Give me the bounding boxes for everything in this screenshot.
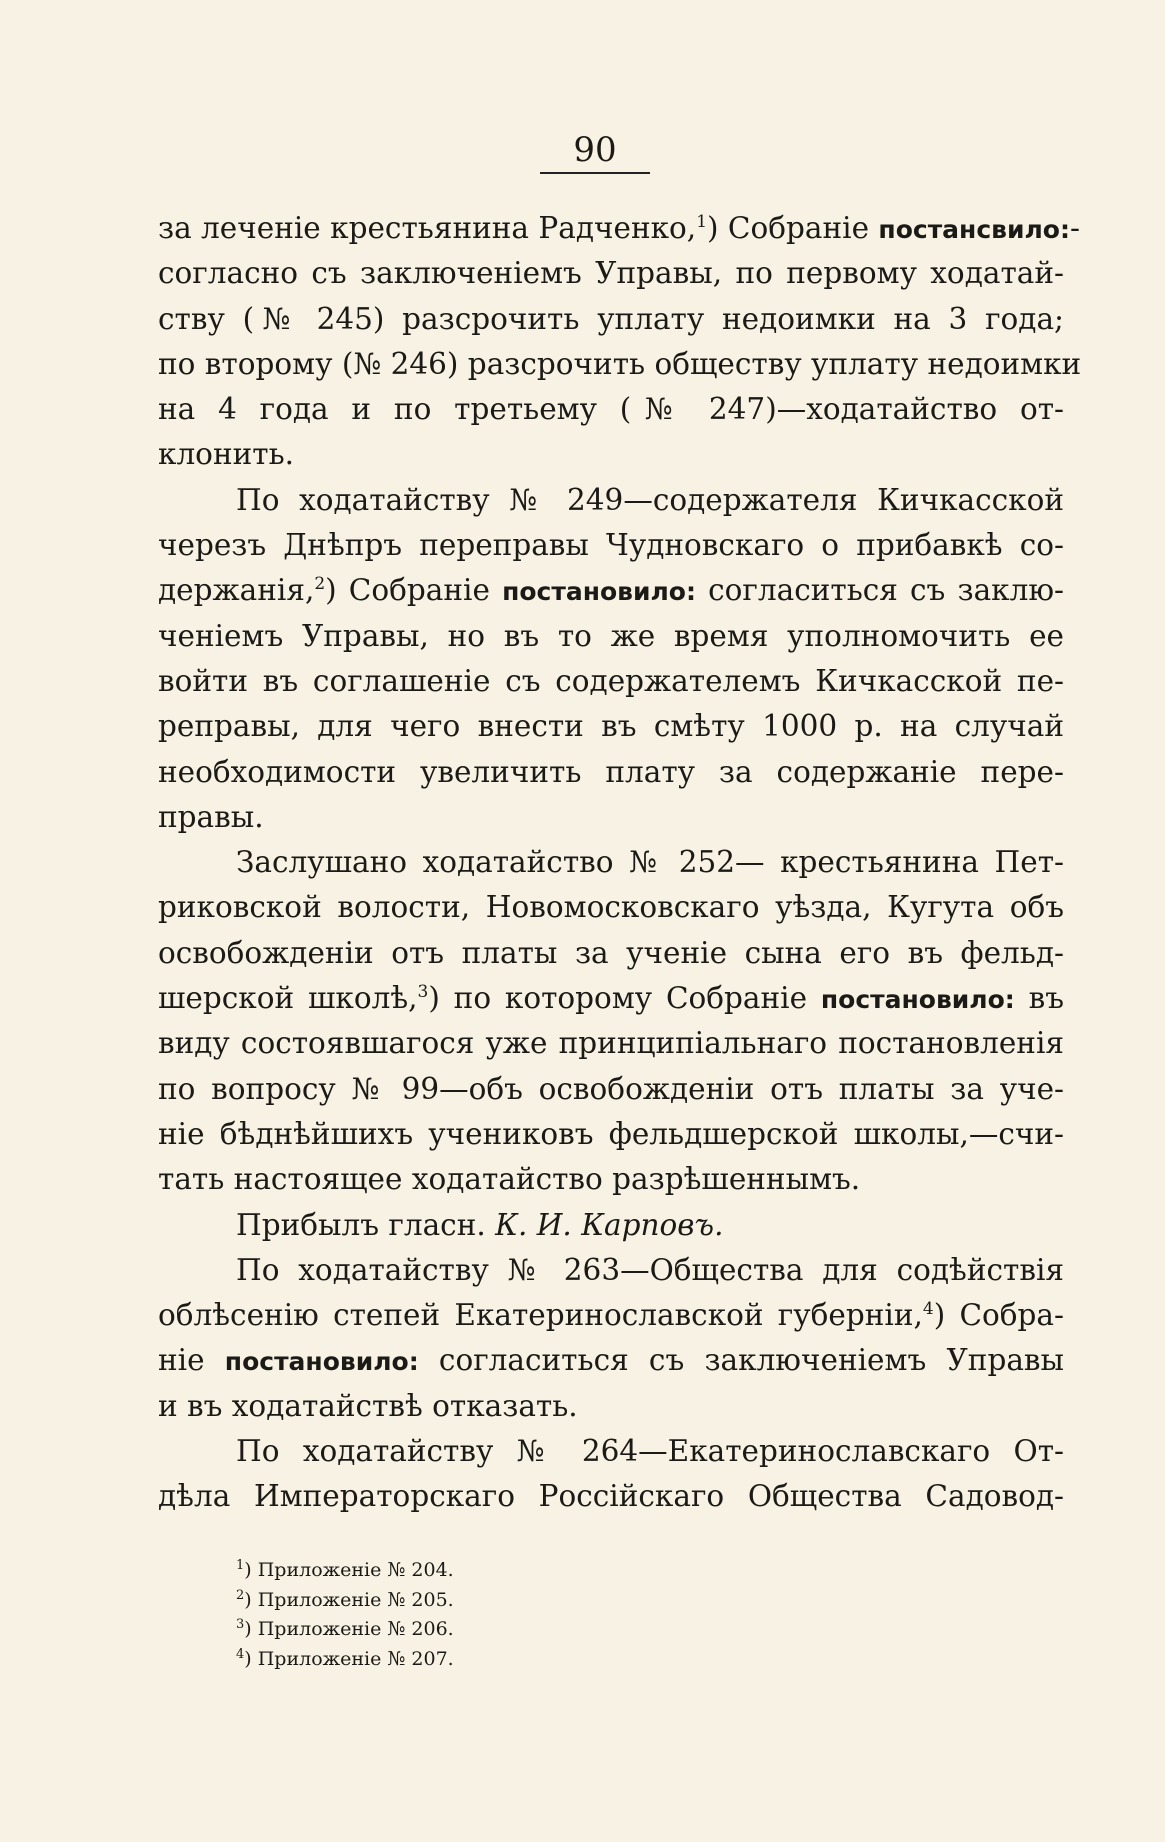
- text-run: Заслушано ходатайство № 252— крестьянина Пет-: [236, 845, 1064, 880]
- footnote: [236, 1645, 836, 1675]
- text-line: [158, 976, 1064, 1021]
- footnote-text: ) Приложеніе № 205.: [244, 1588, 454, 1611]
- text-run: войти въ соглашеніе съ содержателемъ Кичкасской пе-: [158, 663, 1064, 698]
- text-run: согласиться съ заключеніемъ Управы: [418, 1343, 1064, 1378]
- text-run: По ходатайству № 263—Общества для содѣйствія: [236, 1252, 1064, 1287]
- text-run: дѣла Императорскаго Россійскаго Общества Садовод-: [158, 1479, 1064, 1514]
- bold-term: постансвило:: [878, 215, 1070, 244]
- text-run: освобожденіи отъ платы за ученіе сына его въ фельд-: [158, 935, 1064, 970]
- text-line: [158, 1248, 1064, 1293]
- footnote-text: ) Приложеніе № 207.: [244, 1647, 454, 1670]
- text-run: правы.: [158, 799, 264, 834]
- text-line: [158, 523, 1064, 568]
- text-run: риковской волости, Новомосковскаго уѣзда, Кугута объ: [158, 890, 1064, 925]
- text-run: необходимости увеличить плату за содержаніе пере-: [158, 754, 1064, 789]
- text-run: ніе: [158, 1343, 225, 1378]
- footnote-number: 3: [236, 1617, 245, 1632]
- text-run: за леченіе крестьянина Радченко,: [158, 211, 697, 245]
- text-line: [158, 1429, 1064, 1474]
- footnote: [236, 1556, 836, 1586]
- text-line: [158, 251, 1064, 296]
- footnote-text: ) Приложеніе № 204.: [244, 1559, 454, 1581]
- bold-term: постановило:: [820, 985, 1015, 1015]
- text-run: По ходатайству № 249—содержателя Кичкасской: [236, 482, 1064, 517]
- text-run: ству (№ 245) разсрочить уплату недоимки на 3 года;: [158, 301, 1064, 336]
- text-line: [158, 840, 1064, 885]
- text-line: [158, 1384, 1064, 1429]
- text-run: шерской школѣ,: [158, 981, 418, 1016]
- text-run: ніе бѣднѣйшихъ учениковъ фельдшерской школы,—счи-: [158, 1116, 1064, 1151]
- text-run: держанія,: [158, 573, 315, 608]
- text-run: черезъ Днѣпръ переправы Чудновскаго о прибавкѣ со-: [158, 528, 1064, 563]
- page-number: 90: [540, 130, 650, 174]
- text-line: [158, 704, 1064, 749]
- text-run: клонить.: [158, 437, 295, 472]
- text-line: [158, 1067, 1064, 1112]
- text-run: ченіемъ Управы, но въ то же время уполномочить ее: [158, 618, 1064, 653]
- italic-name: К. И. Карповъ.: [495, 1207, 724, 1242]
- text-run: облѣсенію степей Екатеринославской губерніи,: [158, 1298, 923, 1333]
- footnote: [236, 1586, 836, 1616]
- footnotes: [236, 1556, 836, 1674]
- text-line: [158, 342, 1082, 387]
- text-line: [158, 387, 1064, 432]
- body-text: [158, 206, 1082, 1520]
- text-run: реправы, для чего внести въ смѣту 1000 р. на случай: [158, 709, 1064, 744]
- footnote-number: 4: [236, 1646, 245, 1662]
- text-run: по второму (№ 246) разсрочить обществу уплату недоимки: [158, 346, 1082, 381]
- text-run: Прибылъ гласн.: [236, 1207, 496, 1242]
- footnote-ref: 1: [696, 212, 708, 232]
- text-line: [158, 1157, 1064, 1202]
- text-line: [158, 931, 1064, 976]
- text-line: [158, 206, 1080, 251]
- text-line: [158, 1338, 1064, 1383]
- footnote-number: 1: [236, 1558, 245, 1573]
- footnote-number: 2: [236, 1587, 245, 1603]
- text-run: ) Собраніе: [707, 211, 879, 245]
- footnote-ref: 2: [314, 574, 326, 595]
- text-run: По ходатайству № 264—Екатеринославскаго От-: [236, 1434, 1064, 1469]
- text-run: виду состоявшагося уже принципіальнаго постановленія: [158, 1026, 1064, 1061]
- footnote-ref: 4: [922, 1299, 934, 1320]
- text-line: [158, 1203, 1064, 1248]
- text-line: [158, 1293, 1064, 1338]
- text-run: тать настоящее ходатайство разрѣшеннымъ.: [158, 1162, 861, 1197]
- text-line: [158, 1021, 1064, 1066]
- text-run: ) по которому Собраніе: [428, 981, 821, 1016]
- footnote-text: ) Приложеніе № 206.: [244, 1618, 454, 1640]
- text-line: [158, 795, 1064, 840]
- text-line: [158, 1112, 1064, 1157]
- text-run: ) Собраніе: [325, 573, 503, 608]
- text-line: [158, 568, 1064, 613]
- bold-term: постановило:: [224, 1347, 419, 1377]
- text-run: ) Собра-: [933, 1298, 1064, 1333]
- text-run: на 4 года и по третьему (№ 247)—ходатайство от-: [158, 392, 1064, 427]
- text-run: по вопросу № 99—объ освобожденіи отъ платы за уче-: [158, 1071, 1064, 1106]
- text-run: и въ ходатайствѣ отказать.: [158, 1388, 578, 1423]
- text-run: въ: [1014, 981, 1064, 1016]
- text-line: [158, 432, 1064, 477]
- text-line: [158, 297, 1064, 342]
- text-line: [158, 1474, 1064, 1519]
- bold-term: постановило:: [502, 577, 696, 607]
- text-line: [158, 478, 1064, 523]
- text-run: -: [1069, 211, 1080, 245]
- text-run: согласно съ заключеніемъ Управы, по первому ходатай-: [158, 256, 1064, 291]
- footnote: [236, 1615, 836, 1645]
- text-line: [158, 885, 1064, 930]
- footnote-ref: 3: [417, 982, 429, 1003]
- text-line: [158, 614, 1064, 659]
- text-line: [158, 659, 1064, 704]
- text-line: [158, 750, 1064, 795]
- text-run: согласиться съ заклю-: [695, 573, 1064, 608]
